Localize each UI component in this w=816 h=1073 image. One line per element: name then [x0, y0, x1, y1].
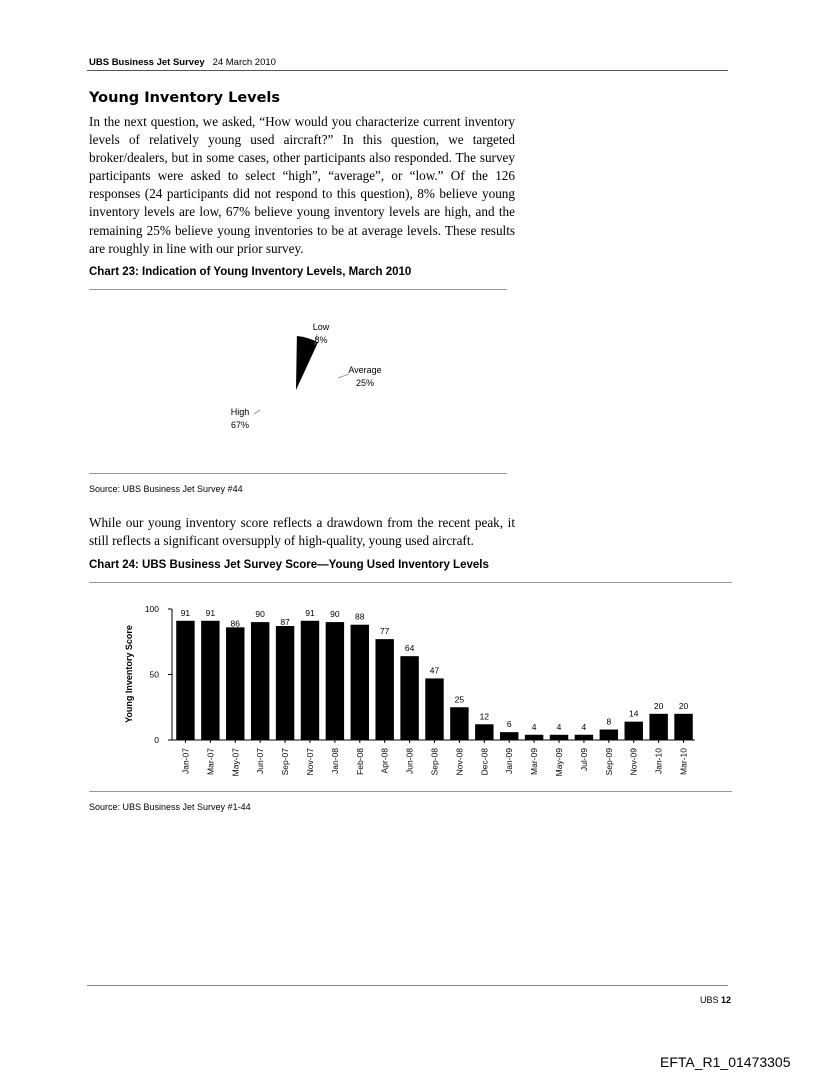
footer-page: [700, 995, 731, 1005]
x-tick-label: Jan-09: [504, 748, 515, 774]
bar-value-label: 91: [180, 607, 191, 618]
y-axis-label: Young Inventory Score: [124, 625, 134, 723]
pie-chart: [89, 290, 507, 473]
x-tick-label: Nov-09: [628, 748, 639, 776]
x-tick-label: Feb-08: [354, 748, 365, 775]
bar-value-label: 77: [379, 626, 390, 637]
paragraph-intro: In the next question, we asked, “How would you characterize current inventory levels of relatively young used aircraft?” In this question, we targeted broker/dealers, but in some cases, other participants also responded. The survey participants were asked to select “high”, “average”, or “low.” Of the 126 responses (24 participants did not respond to this question), 8% believe young inventory levels are low, 67% believe young inventory levels are high, and the remaining 25% believe young inventories to be at average levels. These results are roughly in line with our prior survey.: [89, 114, 515, 256]
x-tick-label: Mar-09: [529, 748, 540, 775]
bar-value-label: 25: [454, 694, 465, 705]
bar-value-label: 6: [506, 719, 512, 730]
bar-Jan-07: [176, 621, 194, 740]
bar-Jun-07: [251, 622, 269, 740]
bar-chart: [89, 590, 732, 790]
x-tick-label: Jul-09: [578, 748, 589, 772]
bar-value-label: 91: [305, 607, 315, 618]
bar-Feb-08: [351, 625, 369, 740]
chart24-bottom-rule: [89, 791, 732, 792]
x-tick-label: Mar-07: [205, 748, 216, 775]
bar-value-label: 4: [531, 721, 537, 732]
x-tick-label: Sep-08: [429, 748, 440, 776]
x-tick-label: Jan-08: [329, 748, 340, 774]
running-header: [89, 57, 276, 68]
bar-Nov-08: [450, 707, 468, 740]
footer-rule: [87, 985, 728, 986]
bar-value-label: 12: [479, 711, 490, 722]
bar-value-label: 20: [678, 700, 689, 711]
y-tick-label: 50: [149, 669, 159, 680]
x-tick-label: Mar-10: [678, 748, 689, 775]
x-tick-label: Sep-09: [603, 748, 614, 776]
bar-Jun-08: [400, 656, 418, 740]
x-tick-label: Apr-08: [379, 748, 390, 774]
chart23-bottom-rule: [89, 473, 507, 474]
bar-value-label: 88: [355, 611, 365, 622]
pie-label-low: Low: [312, 322, 330, 332]
bar-value-label: 90: [255, 609, 265, 620]
chart23-source: Source: UBS Business Jet Survey #44: [89, 484, 243, 494]
bar-May-09: [550, 735, 568, 740]
x-tick-label: Jun-08: [404, 748, 415, 774]
header-date: 24 March 2010: [212, 57, 276, 68]
bar-value-label: 91: [205, 607, 216, 618]
header-rule: [87, 70, 728, 71]
bar-May-07: [226, 627, 244, 740]
bar-Mar-09: [525, 735, 543, 740]
x-tick-label: Nov-08: [454, 748, 465, 776]
bar-Nov-09: [625, 722, 643, 740]
x-tick-label: Sep-07: [280, 748, 291, 776]
bar-Apr-08: [375, 639, 393, 740]
bar-Dec-08: [475, 724, 493, 740]
bar-value-label: 4: [556, 721, 562, 732]
pie-label-high: High: [230, 407, 250, 417]
bar-value-label: 86: [230, 618, 240, 629]
x-tick-label: Nov-07: [304, 748, 315, 776]
chart23-caption: Chart 23: Indication of Young Inventory Levels, March 2010: [89, 266, 412, 278]
paragraph-drawdown: While our young inventory score reflects a drawdown from the recent peak, it still reflects a significant oversupply of high-quality, young used aircraft.: [89, 515, 515, 549]
bar-value-label: 87: [280, 617, 290, 628]
pie-label-average: Average: [348, 365, 382, 375]
x-tick-label: Jan-10: [653, 748, 664, 774]
document-id: EFTA_R1_01473305: [660, 1054, 791, 1070]
header-publication: UBS Business Jet Survey: [89, 57, 205, 68]
bar-Jul-09: [575, 735, 593, 740]
bar-value-label: 64: [404, 643, 415, 654]
bar-value-label: 47: [429, 665, 440, 676]
bar-Nov-07: [301, 621, 319, 740]
bar-Mar-07: [201, 621, 219, 740]
chart24-source: Source: UBS Business Jet Survey #1-44: [89, 802, 251, 812]
page-number: 12: [721, 995, 732, 1005]
bar-Mar-10: [674, 714, 692, 740]
bar-chart-marks: [176, 608, 693, 740]
pie-value-high: 67%: [230, 420, 250, 430]
bar-Jan-09: [500, 732, 518, 740]
leader-high: [254, 410, 260, 414]
bar-value-label: 20: [653, 700, 664, 711]
bar-Sep-08: [425, 678, 443, 740]
bar-Sep-07: [276, 626, 294, 740]
bar-Sep-09: [600, 730, 618, 740]
bar-value-label: 90: [330, 609, 340, 620]
chart24-caption: Chart 24: UBS Business Jet Survey Score—Young Used Inventory Levels: [89, 559, 489, 571]
x-tick-label: Dec-08: [479, 748, 490, 776]
bar-value-label: 14: [629, 708, 639, 719]
chart24-top-rule: [89, 582, 732, 583]
x-tick-label: Jan-07: [180, 748, 191, 774]
section-title: Young Inventory Levels: [89, 90, 281, 106]
bar-value-label: 4: [581, 721, 587, 732]
x-tick-label: Jun-07: [255, 748, 266, 774]
bar-Jan-10: [649, 714, 667, 740]
pie-value-low: 8%: [314, 335, 328, 345]
bar-value-label: 8: [606, 716, 612, 727]
bar-Jan-08: [326, 622, 344, 740]
y-tick-label: 100: [144, 604, 159, 614]
y-tick-label: 0: [154, 735, 159, 745]
x-tick-label: May-07: [230, 748, 241, 777]
footer-brand: UBS: [700, 995, 719, 1005]
x-tick-label: May-09: [554, 748, 565, 777]
pie-value-average: 25%: [355, 378, 375, 388]
